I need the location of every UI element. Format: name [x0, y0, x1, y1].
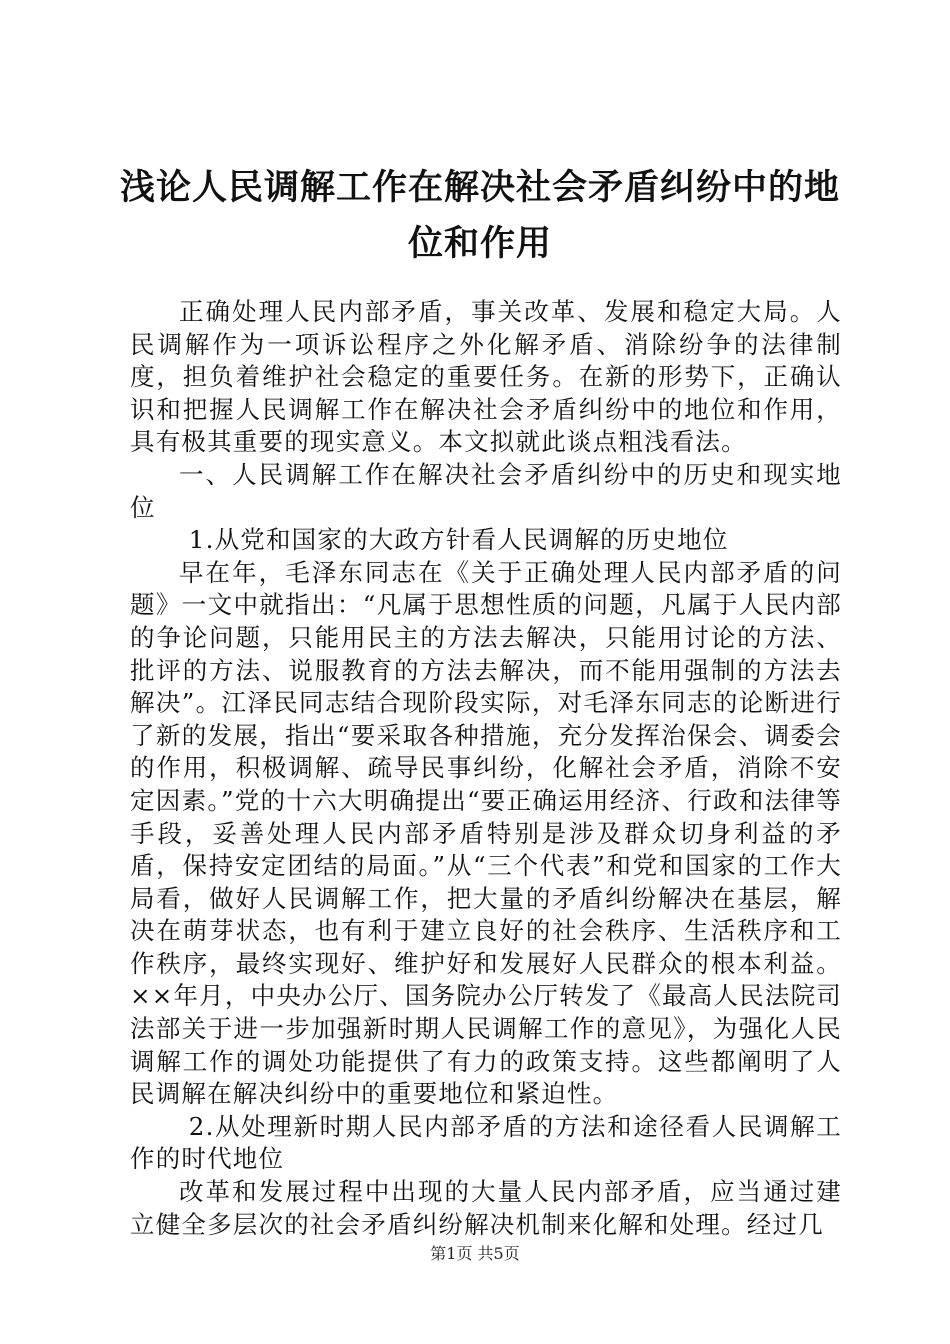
page-footer: 第1页 共5页	[430, 1244, 520, 1263]
subsection-heading-1: 1.从党和国家的大政方针看人民调解的历史地位	[188, 525, 729, 555]
document-title: 浅论人民调解工作在解决社会矛盾纠纷中的地位和作用	[120, 168, 841, 264]
body-paragraph-1: 早在年，毛泽东同志在《关于正确处理人民内部矛盾的问题》一文中就指出：“凡属于思想性质的问题，凡属于人民内部的争论问题，只能用民主的方法去解决，只能用讨论的方法、批评的方法、说服教育的方法去解决，而不能用强制的方法去解决”。江泽民同志结合现阶段实际，对毛泽东同志的论断进行了新的发展，指出“要采取各种措施，充分发挥治保会、调委会的作用，积极调解、疏导民事纠纷，化解社会矛盾，消除不安定因素。”党的十六大明确提出“要正确运用经济、行政和法律等手段，妥善处理人民内部矛盾特别是涉及群众切身利益的矛盾，保持安定团结的局面。”从“三个代表”和党和国家的工作大局看，做好人民调解工作，把大量的矛盾纠纷解决在基层，解决在萌芽状态，也有利于建立良好的社会秩序、生活秩序和工作秩序，最终实现好、维护好和发展好人民群众的根本利益。××年月，中央办公厅、国务院办公厅转发了《最高人民法院司法部关于进一步加强新时期人民调解工作的意见》，为强化人民调解工作的调处功能提供了有力的政策支持。这些都阐明了人民调解在解决纠纷中的重要地位和紧迫性。	[130, 557, 842, 1109]
subsection-heading-2: 2.从处理新时期人民内部矛盾的方法和途径看人民调解工作的时代地位	[130, 1111, 842, 1174]
document-body	[130, 296, 842, 1241]
section-heading-1: 一、人民调解工作在解决社会矛盾纠纷中的历史和现实地位	[130, 459, 842, 522]
intro-paragraph: 正确处理人民内部矛盾，事关改革、发展和稳定大局。人民调解作为一项诉讼程序之外化解矛盾、消除纷争的法律制度，担负着维护社会稳定的重要任务。在新的形势下，正确认识和把握人民调解工作在解决社会矛盾纠纷中的地位和作用，具有极其重要的现实意义。本文拟就此谈点粗浅看法。	[130, 297, 842, 457]
body-paragraph-2: 改革和发展过程中出现的大量人民内部矛盾，应当通过建立健全多层次的社会矛盾纠纷解决机制来化解和处理。经过几	[130, 1177, 842, 1239]
